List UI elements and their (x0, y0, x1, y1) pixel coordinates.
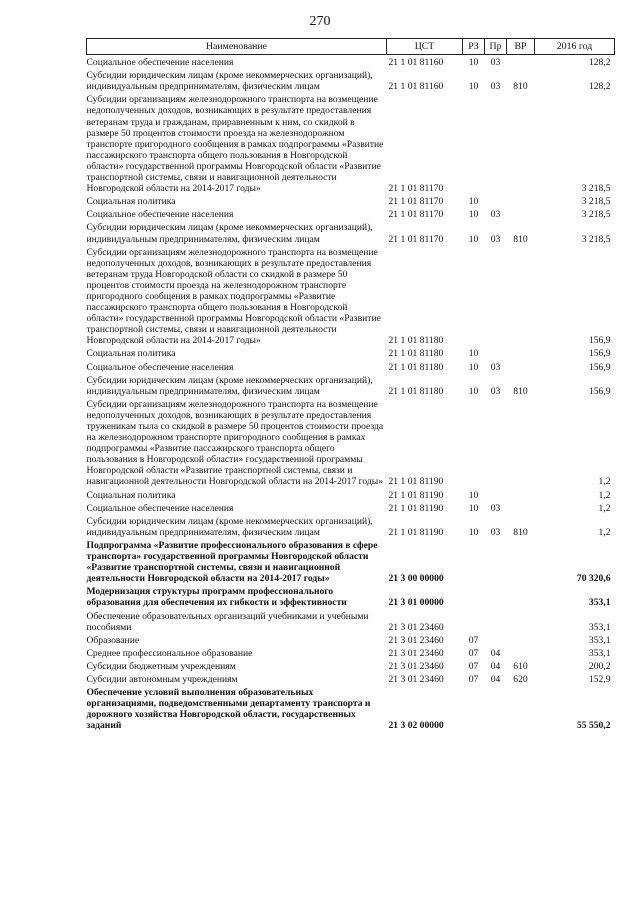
cell-sum: 353,1 (588, 634, 611, 646)
cell-vr: 610 (513, 660, 528, 672)
table-header-row (87, 39, 615, 55)
cell-pr: 03 (490, 209, 501, 221)
cell-pr: 03 (490, 526, 501, 538)
cell-cst: 21 1 01 81190 (388, 489, 444, 501)
cell-sum: 3 218,5 (581, 183, 611, 195)
cell-sum: 1,2 (598, 502, 611, 514)
cell-cst: 21 3 01 23460 (388, 621, 444, 633)
cell-name: Среднее профессиональное образование (86, 647, 253, 659)
cell-name: Субсидии юридическим лицам (кроме некоммерческих организаций), индивидуальным предпринимателям, физическим лицам (86, 222, 373, 245)
cell-sum: 156,9 (588, 361, 611, 373)
cell-vr (507, 360, 535, 373)
cell-vr: 810 (513, 385, 528, 397)
header-cst: ЦСТ (387, 39, 463, 55)
cell-sum: 3 218,5 (581, 233, 611, 245)
cell-name: Модернизация структуры программ профессионального образования для обеспечения их гибкости и эффективности (86, 586, 347, 609)
cell-sum: 128,2 (588, 57, 611, 69)
cell-vr (507, 685, 535, 731)
table-row (87, 220, 615, 244)
table-body (87, 55, 615, 732)
cell-name: Субсидии организациям железнодорожного транспорта на возмещение недополученных доходов, возникающих в результате предоставления труженикам тыла со скидкой в размере 50 процентов стоимости проезда на железнодорожном транспорте пригородного сообщения в рамках подпрограммы «Развитие пассажирского транспорта общего пользования в Новгородской области» государственной программы Новгородской области «Развитие транспортной системы, связи и навигационной деятельности Новгородской области на 2014-2017 годы» (86, 398, 384, 488)
cell-rz: 10 (468, 385, 479, 397)
cell-name: Обеспечение условий выполнения образовательных организациями, подведомственными департаменту транспорта и дорожного хозяйства Новгородской области, государственных заданий (86, 687, 371, 732)
header-rz: РЗ (463, 39, 485, 55)
cell-pr: 04 (490, 660, 501, 672)
table-row (87, 646, 615, 659)
budget-table (86, 38, 615, 731)
cell-sum: 3 218,5 (581, 196, 611, 208)
cell-cst: 21 3 01 23460 (388, 660, 444, 672)
cell-sum: 156,9 (588, 385, 611, 397)
table-row (87, 68, 615, 92)
page-number: 270 (309, 14, 331, 29)
cell-vr (507, 538, 535, 584)
cell-cst: 21 1 01 81190 (388, 526, 444, 538)
table-row (87, 92, 615, 194)
cell-pr (485, 397, 507, 488)
cell-pr: 04 (490, 673, 501, 685)
table-row (87, 207, 615, 220)
cell-cst: 21 3 01 23460 (388, 634, 444, 646)
header-name: Наименование (87, 39, 387, 55)
cell-cst: 21 1 01 81180 (388, 361, 444, 373)
cell-sum: 353,1 (588, 647, 611, 659)
cell-vr (507, 609, 535, 633)
table-row (87, 609, 615, 633)
cell-sum: 353,1 (588, 597, 611, 609)
cell-vr (507, 488, 535, 501)
cell-rz: 10 (468, 489, 479, 501)
cell-pr (485, 538, 507, 584)
cell-rz: 10 (468, 57, 479, 69)
cell-pr: 03 (490, 233, 501, 245)
cell-rz: 10 (468, 502, 479, 514)
cell-vr (507, 55, 535, 69)
cell-cst: 21 1 01 81180 (388, 335, 444, 347)
header-pr: Пр (485, 39, 507, 55)
cell-cst: 21 3 01 23460 (388, 673, 444, 685)
table-row (87, 501, 615, 514)
cell-rz: 10 (468, 526, 479, 538)
table-row (87, 514, 615, 538)
cell-cst: 21 1 01 81160 (388, 81, 444, 93)
cell-pr (485, 584, 507, 608)
cell-vr: 810 (513, 81, 528, 93)
cell-vr: 810 (513, 233, 528, 245)
header-vr: ВР (507, 39, 535, 55)
cell-cst: 21 3 02 00000 (388, 720, 444, 732)
cell-rz (463, 397, 485, 488)
cell-sum: 200,2 (588, 660, 611, 672)
cell-sum: 1,2 (598, 476, 611, 488)
table-row (87, 346, 615, 359)
cell-pr: 03 (490, 502, 501, 514)
table-row (87, 672, 615, 685)
cell-cst: 21 1 01 81170 (388, 209, 444, 221)
cell-name: Обеспечение образовательных организаций учебниками и учебными пособиями (86, 610, 369, 633)
cell-pr (485, 92, 507, 194)
cell-cst: 21 1 01 81190 (388, 502, 444, 514)
cell-name: Субсидии юридическим лицам (кроме некоммерческих организаций), индивидуальным предпринимателям, физическим лицам (86, 515, 373, 538)
cell-pr (485, 609, 507, 633)
cell-pr (485, 633, 507, 646)
cell-rz: 07 (468, 673, 479, 685)
cell-name: Субсидии организациям железнодорожного транспорта на возмещение недополученных доходов, возникающих в результате предоставления ветеранам труда Новгородской области со скидкой в размере 50 процентов стоимости проезда на железнодорожном транспорте пригородного сообщения в рамках подпрограммы «Развитие пассажирского транспорта общего пользования в Новгородской области» государственной программы Новгородской области «Развитие транспортной системы, связи и навигационной деятельности Новгородской области на 2014-2017 годы» (86, 246, 381, 347)
cell-name: Субсидии автономным учреждениям (86, 673, 238, 685)
cell-cst: 21 1 01 81190 (388, 476, 444, 488)
cell-cst: 21 1 01 81180 (388, 348, 444, 360)
cell-rz (463, 609, 485, 633)
cell-name: Социальное обеспечение населения (86, 502, 234, 514)
cell-rz (463, 538, 485, 584)
cell-vr (507, 646, 535, 659)
table-row (87, 397, 615, 488)
cell-pr (485, 488, 507, 501)
cell-pr (485, 346, 507, 359)
cell-name: Социальное обеспечение населения (86, 209, 234, 221)
cell-sum: 128,2 (588, 81, 611, 93)
table-row (87, 194, 615, 207)
cell-vr (507, 92, 535, 194)
cell-rz: 10 (468, 233, 479, 245)
cell-pr: 03 (490, 81, 501, 93)
cell-sum: 1,2 (598, 489, 611, 501)
cell-sum: 156,9 (588, 348, 611, 360)
cell-vr: 810 (513, 526, 528, 538)
cell-pr (485, 194, 507, 207)
cell-rz: 10 (468, 209, 479, 221)
cell-cst: 21 1 01 81180 (388, 385, 444, 397)
cell-pr (485, 685, 507, 731)
cell-sum: 152,9 (588, 673, 611, 685)
cell-name: Образование (86, 634, 140, 646)
cell-vr (507, 633, 535, 646)
cell-sum: 156,9 (588, 335, 611, 347)
cell-name: Субсидии юридическим лицам (кроме некоммерческих организаций), индивидуальным предпринимателям, физическим лицам (86, 70, 373, 93)
table-row (87, 685, 615, 731)
cell-cst: 21 1 01 81160 (388, 57, 444, 69)
cell-pr (485, 245, 507, 347)
table-row (87, 488, 615, 501)
cell-vr (507, 245, 535, 347)
cell-sum: 353,1 (588, 621, 611, 633)
cell-cst: 21 3 00 00000 (388, 573, 444, 585)
cell-cst: 21 3 01 00000 (388, 597, 444, 609)
cell-cst: 21 1 01 81170 (388, 196, 444, 208)
table-row (87, 538, 615, 584)
table-row (87, 360, 615, 373)
header-year: 2016 год (535, 39, 615, 55)
cell-name: Социальная политика (86, 489, 176, 501)
cell-name: Подпрограмма «Развитие профессионального образования в сфере транспорта» государственной программы Новгородской области «Развитие транспортной системы, связи и навигационной деятельности Новгородской области на 2014-2017 годы» (86, 539, 378, 585)
table-row (87, 633, 615, 646)
cell-cst: 21 3 01 23460 (388, 647, 444, 659)
table-row (87, 373, 615, 397)
cell-name: Социальная политика (86, 196, 176, 208)
cell-rz (463, 685, 485, 731)
table-row (87, 659, 615, 672)
cell-rz: 10 (468, 196, 479, 208)
cell-rz: 07 (468, 647, 479, 659)
cell-rz: 10 (468, 81, 479, 93)
cell-pr: 03 (490, 361, 501, 373)
cell-rz (463, 584, 485, 608)
cell-name: Социальное обеспечение населения (86, 57, 234, 69)
cell-vr (507, 346, 535, 359)
cell-rz: 10 (468, 348, 479, 360)
cell-sum: 70 320,6 (576, 573, 611, 585)
cell-rz: 10 (468, 361, 479, 373)
cell-rz (463, 245, 485, 347)
cell-pr: 03 (490, 385, 501, 397)
cell-sum: 3 218,5 (581, 209, 611, 221)
cell-cst: 21 1 01 81170 (388, 233, 444, 245)
cell-vr (507, 584, 535, 608)
cell-name: Субсидии юридическим лицам (кроме некоммерческих организаций), индивидуальным предпринимателям, физическим лицам (86, 374, 373, 397)
cell-vr (507, 397, 535, 488)
cell-name: Социальная политика (86, 348, 176, 360)
cell-rz (463, 92, 485, 194)
table-row (87, 584, 615, 608)
cell-pr: 04 (490, 647, 501, 659)
cell-sum: 1,2 (598, 526, 611, 538)
table-row (87, 55, 615, 69)
cell-rz: 07 (468, 660, 479, 672)
cell-rz: 07 (468, 634, 479, 646)
cell-vr: 620 (513, 673, 528, 685)
cell-pr: 03 (490, 57, 501, 69)
cell-name: Субсидии организациям железнодорожного транспорта на возмещение недополученных доходов, возникающих в результате предоставления ветеранам труда и гражданам, приравненным к ним, со скидкой в размере 50 процентов стоимости проезда на железнодорожном транспорте пригородного сообщения в рамках подпрограммы «Развитие пассажирского транспорта общего пользования в Новгородской области» государственной программы Новгородской области «Развитие транспортной системы, связи и навигационной деятельности Новгородской области на 2014-2017 годы» (86, 94, 384, 195)
cell-cst: 21 1 01 81170 (388, 183, 444, 195)
cell-vr (507, 194, 535, 207)
table-row (87, 245, 615, 347)
cell-vr (507, 207, 535, 220)
cell-vr (507, 501, 535, 514)
cell-name: Субсидии бюджетным учреждениям (86, 660, 236, 672)
cell-name: Социальное обеспечение населения (86, 361, 234, 373)
cell-sum: 55 550,2 (576, 720, 611, 732)
